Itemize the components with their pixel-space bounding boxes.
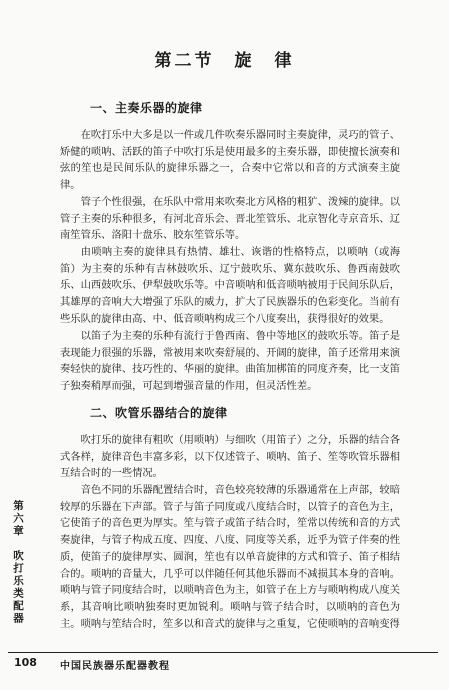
heading-wind-combination: 二、吹管乐器结合的旋律: [90, 406, 228, 420]
page-number: 108: [14, 656, 37, 669]
section-title: 第二节 旋 律: [154, 51, 295, 71]
paragraph-1: 在吹打乐中大多是以一件或几件吹奏乐器同时主奏旋律，灵巧的管子、矫健的唢呐、活跃的笛子中吹打乐是使用最多的主奏乐器，即使擅长演奏和弦的笙也是民间乐队的旋律乐器之一，合奏中它常以和音的方式演奏主旋律。: [60, 129, 400, 192]
paragraph-4: 以笛子为主奏的乐种有流行于鲁西南、鲁中等地区的鼓吹乐等。笛子是表现能力很强的乐器，常被用来吹奏舒展的、开阔的旋律，笛子还常用来演奏轻快的旋律、技巧性的、华丽的旋律。曲笛加梆笛的同度齐奏，比一支笛子独奏稍厚而强，可起到增强音量的作用，但灵活性差。: [60, 330, 400, 393]
paragraph-6: 音色不同的乐器配置结合时，音色较亮较薄的乐器通常在上声部，较暗较厚的乐器在下声部。管子与笛子同度或八度结合时，以管子的音色为主，它使笛子的音色更为厚实。笙与管子或笛子结合时，笙常以传统和音的方式奏旋律，与管子构成五度、四度、八度、同度等关系，近乎为管子伴奏的性质，使笛子的旋律厚实、圆润，笙也有以单音旋律的方式和管子、笛子相结合的。唢呐的音量大，几乎可以伴随任何其他乐器而不减损其本身的音响。唢呐与管子同度结合时，以唢呐音色为主，如管子在上方与唢呐构成八度关系，其音响比唢呐独奏时更加锐利。唢呐与管子结合时，以唢呐的音色为主。唢呐与笙结合时，笙多以和音式的旋律与之重复，它使唢呐的音响变得: [60, 484, 400, 630]
paragraph-5: 吹打乐的旋律有粗吹（用唢呐）与细吹（用笛子）之分，乐器的结合各式各样，旋律音色丰富多彩，以下仅述管子、唢呐、笛子、笙等吹管乐器相互结合时的一些情况。: [60, 434, 400, 480]
heading-lead-instruments: 一、主奏乐器的旋律: [90, 101, 203, 115]
paragraph-2: 管子个性很强，在乐队中常用来吹奏北方风格的粗犷、泼辣的旋律。以管子主奏的乐种很多，有河北音乐会、晋北笙管乐、北京智化寺京音乐、辽南笙管乐、洛阳十盘乐、胶东笙管乐等。: [60, 196, 400, 242]
footer-divider: [8, 652, 438, 653]
book-title: 中国民族器乐配器教程: [60, 661, 170, 672]
paragraph-3: 由唢呐主奏的旋律具有热情、雄壮、诙谐的性格特点，以唢呐（或海笛）为主奏的乐种有吉林鼓吹乐、辽宁鼓吹乐、冀东鼓吹乐、鲁西南鼓吹乐、山西鼓吹乐、伊犁鼓吹乐等。中音唢呐和低音唢呐被用于民间乐队后，其雄厚的音响大大增强了乐队的威力，扩大了民族器乐的色彩变化。当前有些乐队的旋律由高、中、低音唢呐构成三个八度奏出，获得很好的效果。: [60, 246, 400, 325]
chapter-side-label: 第六章 吹打乐类配器: [12, 500, 24, 625]
